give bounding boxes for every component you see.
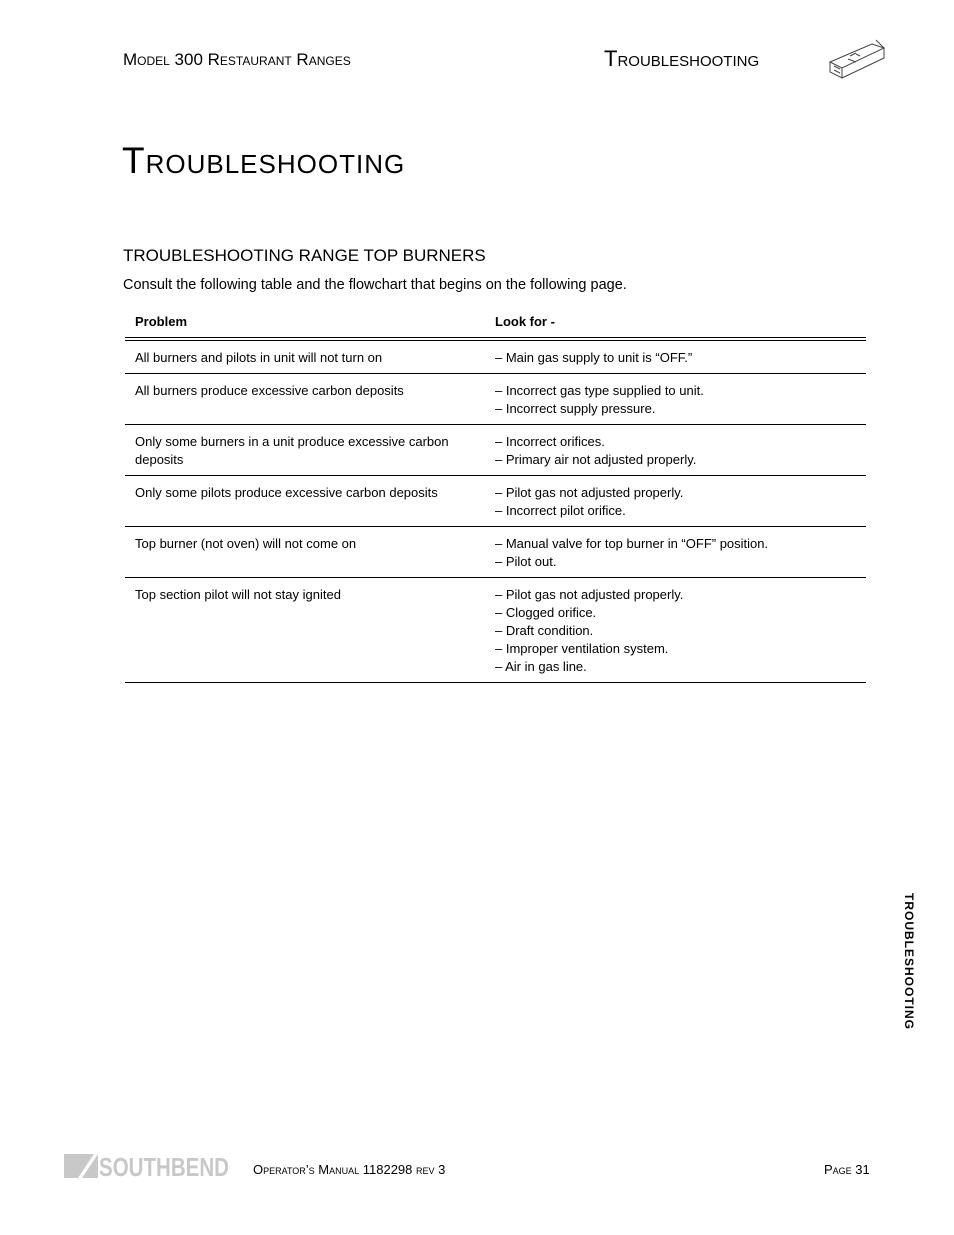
look-for-cell: [495, 349, 866, 367]
look-for-cell: [495, 586, 866, 676]
look-for-cell: [495, 433, 866, 469]
table-row: [125, 527, 866, 578]
header-left-title: Model 300 Restaurant Ranges: [123, 50, 351, 69]
look-for-item: – Clogged orifice.: [495, 605, 597, 620]
problem-cell: Only some burners in a unit produce excessive carbon deposits: [135, 434, 449, 467]
column-header-problem: Problem: [135, 314, 188, 329]
problem-cell: Top burner (not oven) will not come on: [135, 536, 357, 551]
svg-text:SOUTHBEND: SOUTHBEND: [99, 1152, 229, 1182]
look-for-item: – Incorrect orifices.: [495, 434, 605, 449]
column-header-look-for: Look for -: [495, 314, 555, 329]
look-for-item: – Improper ventilation system.: [495, 641, 669, 656]
table-body: [125, 341, 866, 683]
range-illustration-icon: [826, 34, 888, 82]
look-for-item: – Pilot gas not adjusted properly.: [495, 587, 684, 602]
page-title: Troubleshooting: [122, 140, 406, 181]
look-for-cell: [495, 382, 866, 418]
table-row: [125, 341, 866, 374]
footer-manual-info: Operator’s Manual 1182298 rev 3: [253, 1162, 446, 1177]
problem-cell: All burners produce excessive carbon deposits: [135, 383, 404, 398]
look-for-item: – Incorrect pilot orifice.: [495, 503, 626, 518]
table-row: [125, 578, 866, 683]
problem-cell: Only some pilots produce excessive carbon deposits: [135, 485, 438, 500]
look-for-item: – Incorrect gas type supplied to unit.: [495, 383, 704, 398]
look-for-cell: [495, 535, 866, 571]
problem-cell: Top section pilot will not stay ignited: [135, 587, 341, 602]
section-heading: TROUBLESHOOTING RANGE TOP BURNERS: [123, 246, 486, 265]
southbend-logo: [64, 1151, 230, 1182]
look-for-item: – Manual valve for top burner in “OFF” position.: [495, 536, 769, 551]
table-row: [125, 425, 866, 476]
look-for-item: – Air in gas line.: [495, 659, 587, 674]
problem-cell: All burners and pilots in unit will not turn on: [135, 350, 383, 365]
intro-paragraph: Consult the following table and the flowchart that begins on the following page.: [123, 277, 627, 293]
troubleshooting-table: [125, 306, 866, 683]
look-for-item: – Pilot out.: [495, 554, 557, 569]
look-for-item: – Primary air not adjusted properly.: [495, 452, 697, 467]
footer-page-number: Page 31: [824, 1162, 870, 1177]
look-for-item: – Main gas supply to unit is “OFF.”: [495, 350, 693, 365]
look-for-item: – Incorrect supply pressure.: [495, 401, 656, 416]
table-header-row: [125, 306, 866, 338]
table-row: [125, 374, 866, 425]
look-for-item: – Pilot gas not adjusted properly.: [495, 485, 684, 500]
look-for-item: – Draft condition.: [495, 623, 594, 638]
look-for-cell: [495, 484, 866, 520]
side-section-tab: TROUBLESHOOTING: [902, 893, 916, 1030]
header-right-title: Troubleshooting: [604, 46, 760, 71]
table-row: [125, 476, 866, 527]
